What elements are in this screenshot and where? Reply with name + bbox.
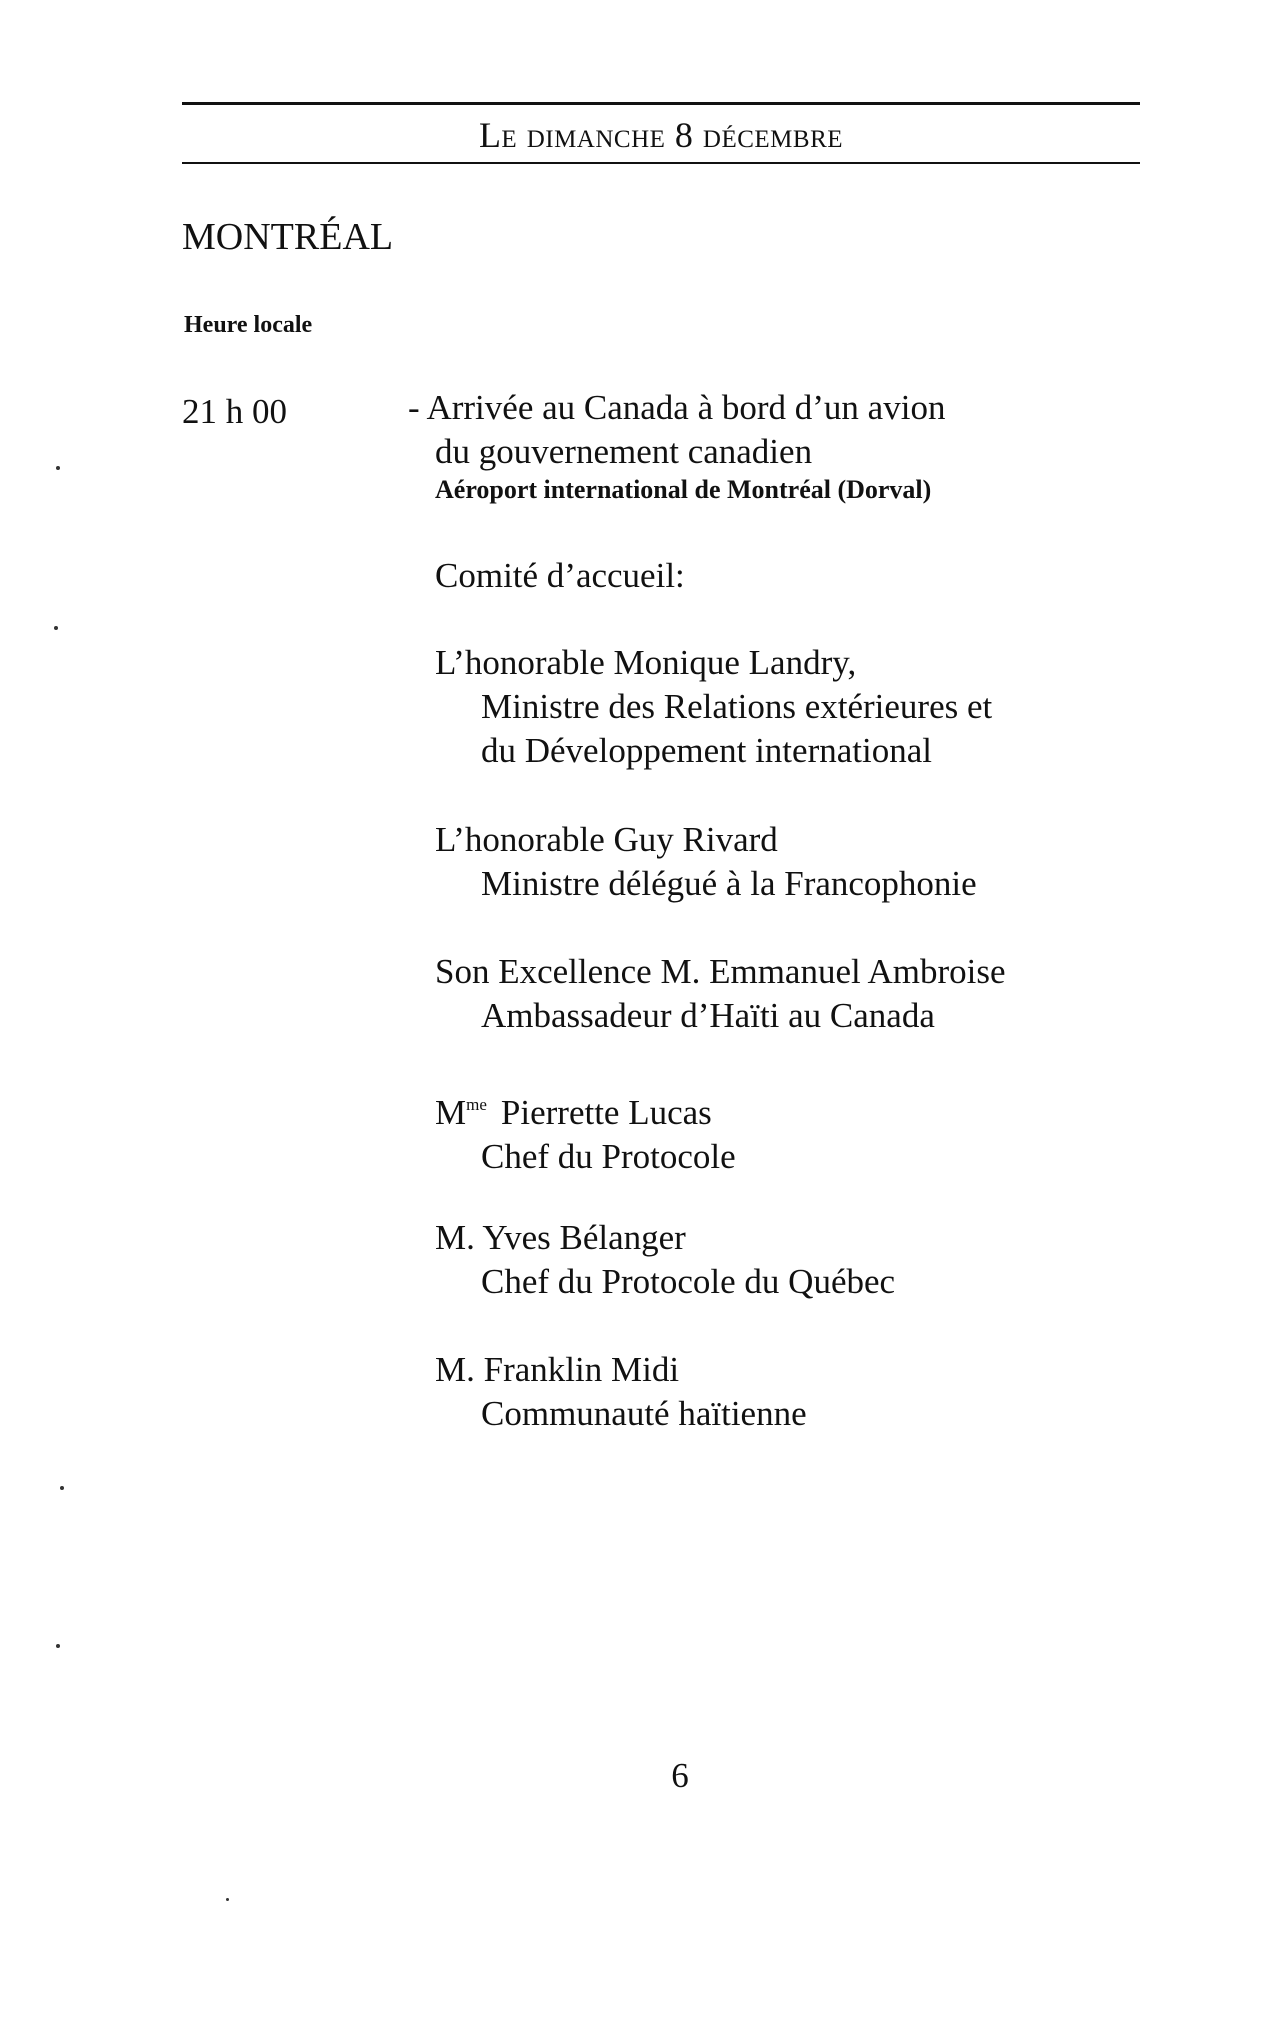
member-role: Ministre des Relations extérieures et — [481, 687, 993, 726]
member-name: Son Excellence M. Emmanuel Ambroise — [435, 952, 1006, 991]
member-name: Pierrette Lucas — [500, 1093, 712, 1132]
scan-speck — [226, 1898, 229, 1901]
committee-heading-block — [435, 554, 1175, 598]
committee-member — [435, 818, 1175, 906]
member-name: M. Yves Bélanger — [435, 1218, 686, 1257]
scan-speck — [60, 1486, 64, 1490]
member-name: L’honorable Monique Landry, — [435, 643, 857, 682]
committee-member — [435, 1348, 1175, 1436]
page-number: 6 — [671, 1756, 689, 1795]
scan-speck — [56, 1644, 60, 1648]
event-line-2: du gouvernement canadien — [435, 432, 813, 471]
committee-member — [435, 1083, 1175, 1179]
event-location: Aéroport international de Montréal (Dorval) — [435, 475, 932, 504]
event-line-1: - Arrivée au Canada à bord d’un avion — [408, 388, 946, 427]
committee-member — [435, 641, 1175, 773]
local-time-label: Heure locale — [184, 312, 313, 338]
event-description — [408, 386, 1188, 506]
member-title-suffix: me — [466, 1095, 487, 1114]
member-name-line — [435, 1083, 1175, 1135]
member-role: Chef du Protocole du Québec — [481, 1262, 896, 1301]
header-bottom-rule — [182, 162, 1140, 164]
member-name: M. Franklin Midi — [435, 1350, 680, 1389]
member-role: Ministre délégué à la Francophonie — [481, 864, 977, 903]
event-time: 21 h 00 — [182, 392, 287, 431]
committee-label: Comité d’accueil: — [435, 556, 685, 595]
member-title-prefix: M — [435, 1093, 467, 1132]
member-role: Communauté haïtienne — [481, 1394, 807, 1433]
page-header-title: Le dimanche 8 décembre — [478, 115, 844, 155]
city-heading: MONTRÉAL — [182, 216, 394, 258]
member-role: Chef du Protocole — [481, 1137, 736, 1176]
scan-speck — [56, 466, 60, 470]
scan-speck — [54, 626, 58, 630]
member-name: L’honorable Guy Rivard — [435, 820, 778, 859]
member-role: du Développement international — [481, 731, 932, 770]
committee-member — [435, 950, 1175, 1038]
member-role: Ambassadeur d’Haïti au Canada — [481, 996, 935, 1035]
header-top-rule — [182, 102, 1140, 105]
committee-member — [435, 1216, 1175, 1304]
